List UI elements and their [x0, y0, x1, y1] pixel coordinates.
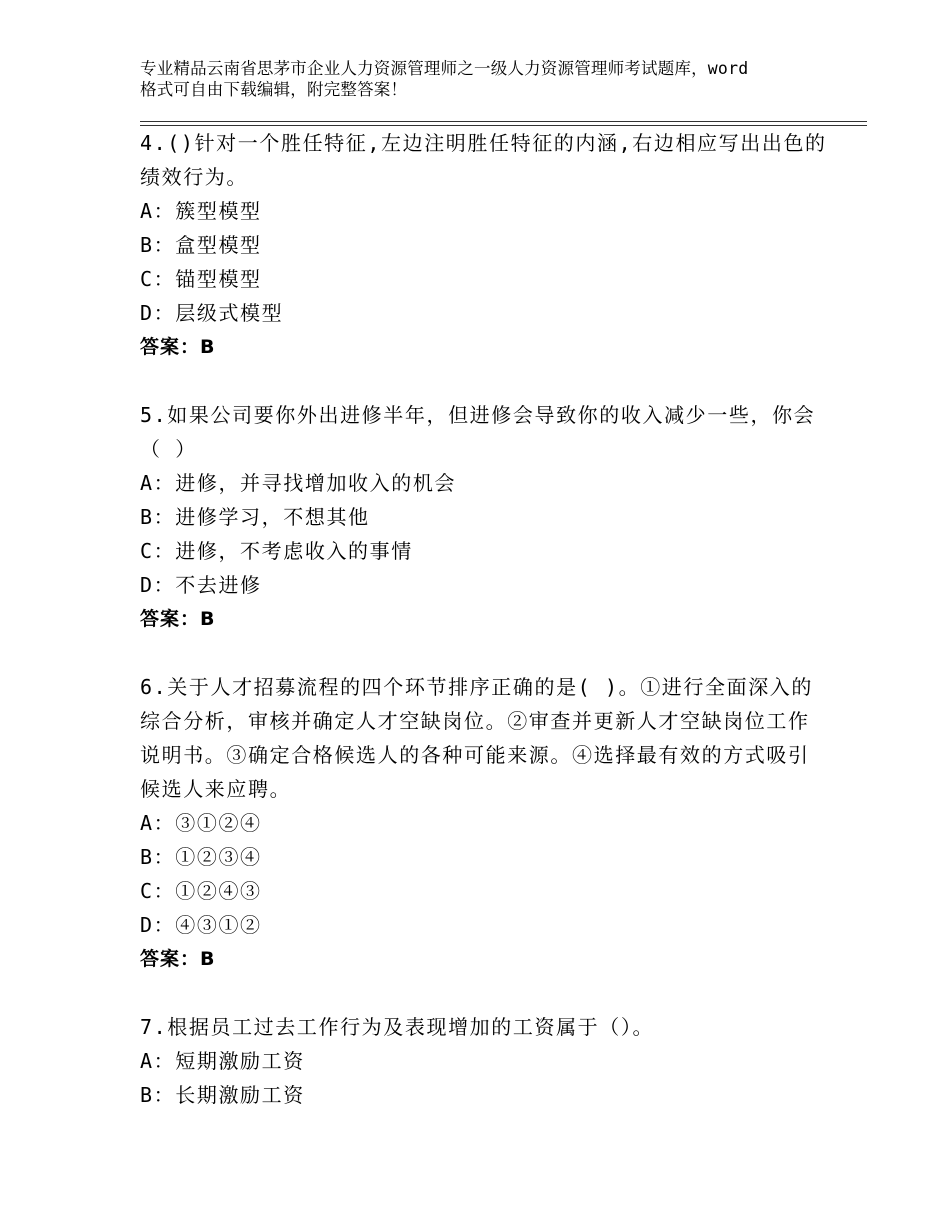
option-b: B：①②③④: [140, 845, 262, 869]
question-stem: 4.()针对一个胜任特征,左边注明胜任特征的内涵,右边相应写出出色的绩效行为。: [140, 131, 827, 189]
document-header: [140, 58, 830, 100]
option-a: A：进修，并寻找增加收入的机会: [140, 471, 457, 495]
answer: 答案：B: [140, 336, 216, 358]
question-4: [140, 126, 830, 364]
question-stem: 5.如果公司要你外出进修半年，但进修会导致你的收入减少一些，你会（ ）: [140, 403, 816, 461]
question-stem: 7.根据员工过去工作行为及表现增加的工资属于（）。: [140, 1015, 655, 1039]
option-b: B：长期激励工资: [140, 1083, 305, 1107]
answer: 答案：B: [140, 948, 216, 970]
header-title-line-2: 格式可自由下载编辑，附完整答案！: [140, 80, 408, 99]
option-b: B：盒型模型: [140, 233, 262, 257]
option-d: D：不去进修: [140, 573, 262, 597]
question-7: [140, 1010, 830, 1112]
option-c: C：锚型模型: [140, 267, 262, 291]
header-divider-top: [140, 121, 867, 122]
option-a: A：簇型模型: [140, 199, 262, 223]
question-stem: 6.关于人才招募流程的四个环节排序正确的是( )。①进行全面深入的综合分析，审核并确定人才空缺岗位。②审查并更新人才空缺岗位工作说明书。③确定合格候选人的各种可能来源。④选择最有效的方式吸引候选人来应聘。: [140, 675, 814, 801]
option-a: A：③①②④: [140, 811, 262, 835]
option-c: C：①②④③: [140, 879, 262, 903]
option-b: B：进修学习，不想其他: [140, 505, 370, 529]
option-d: D：④③①②: [140, 913, 262, 937]
question-list: [140, 126, 830, 1146]
option-c: C：进修，不考虑收入的事情: [140, 539, 413, 563]
header-title-line-1: 专业精品云南省思茅市企业人力资源管理师之一级人力资源管理师考试题库，word: [140, 59, 749, 78]
option-d: D：层级式模型: [140, 301, 284, 325]
question-5: [140, 398, 830, 636]
answer: 答案：B: [140, 608, 216, 630]
question-6: [140, 670, 830, 976]
option-a: A：短期激励工资: [140, 1049, 305, 1073]
